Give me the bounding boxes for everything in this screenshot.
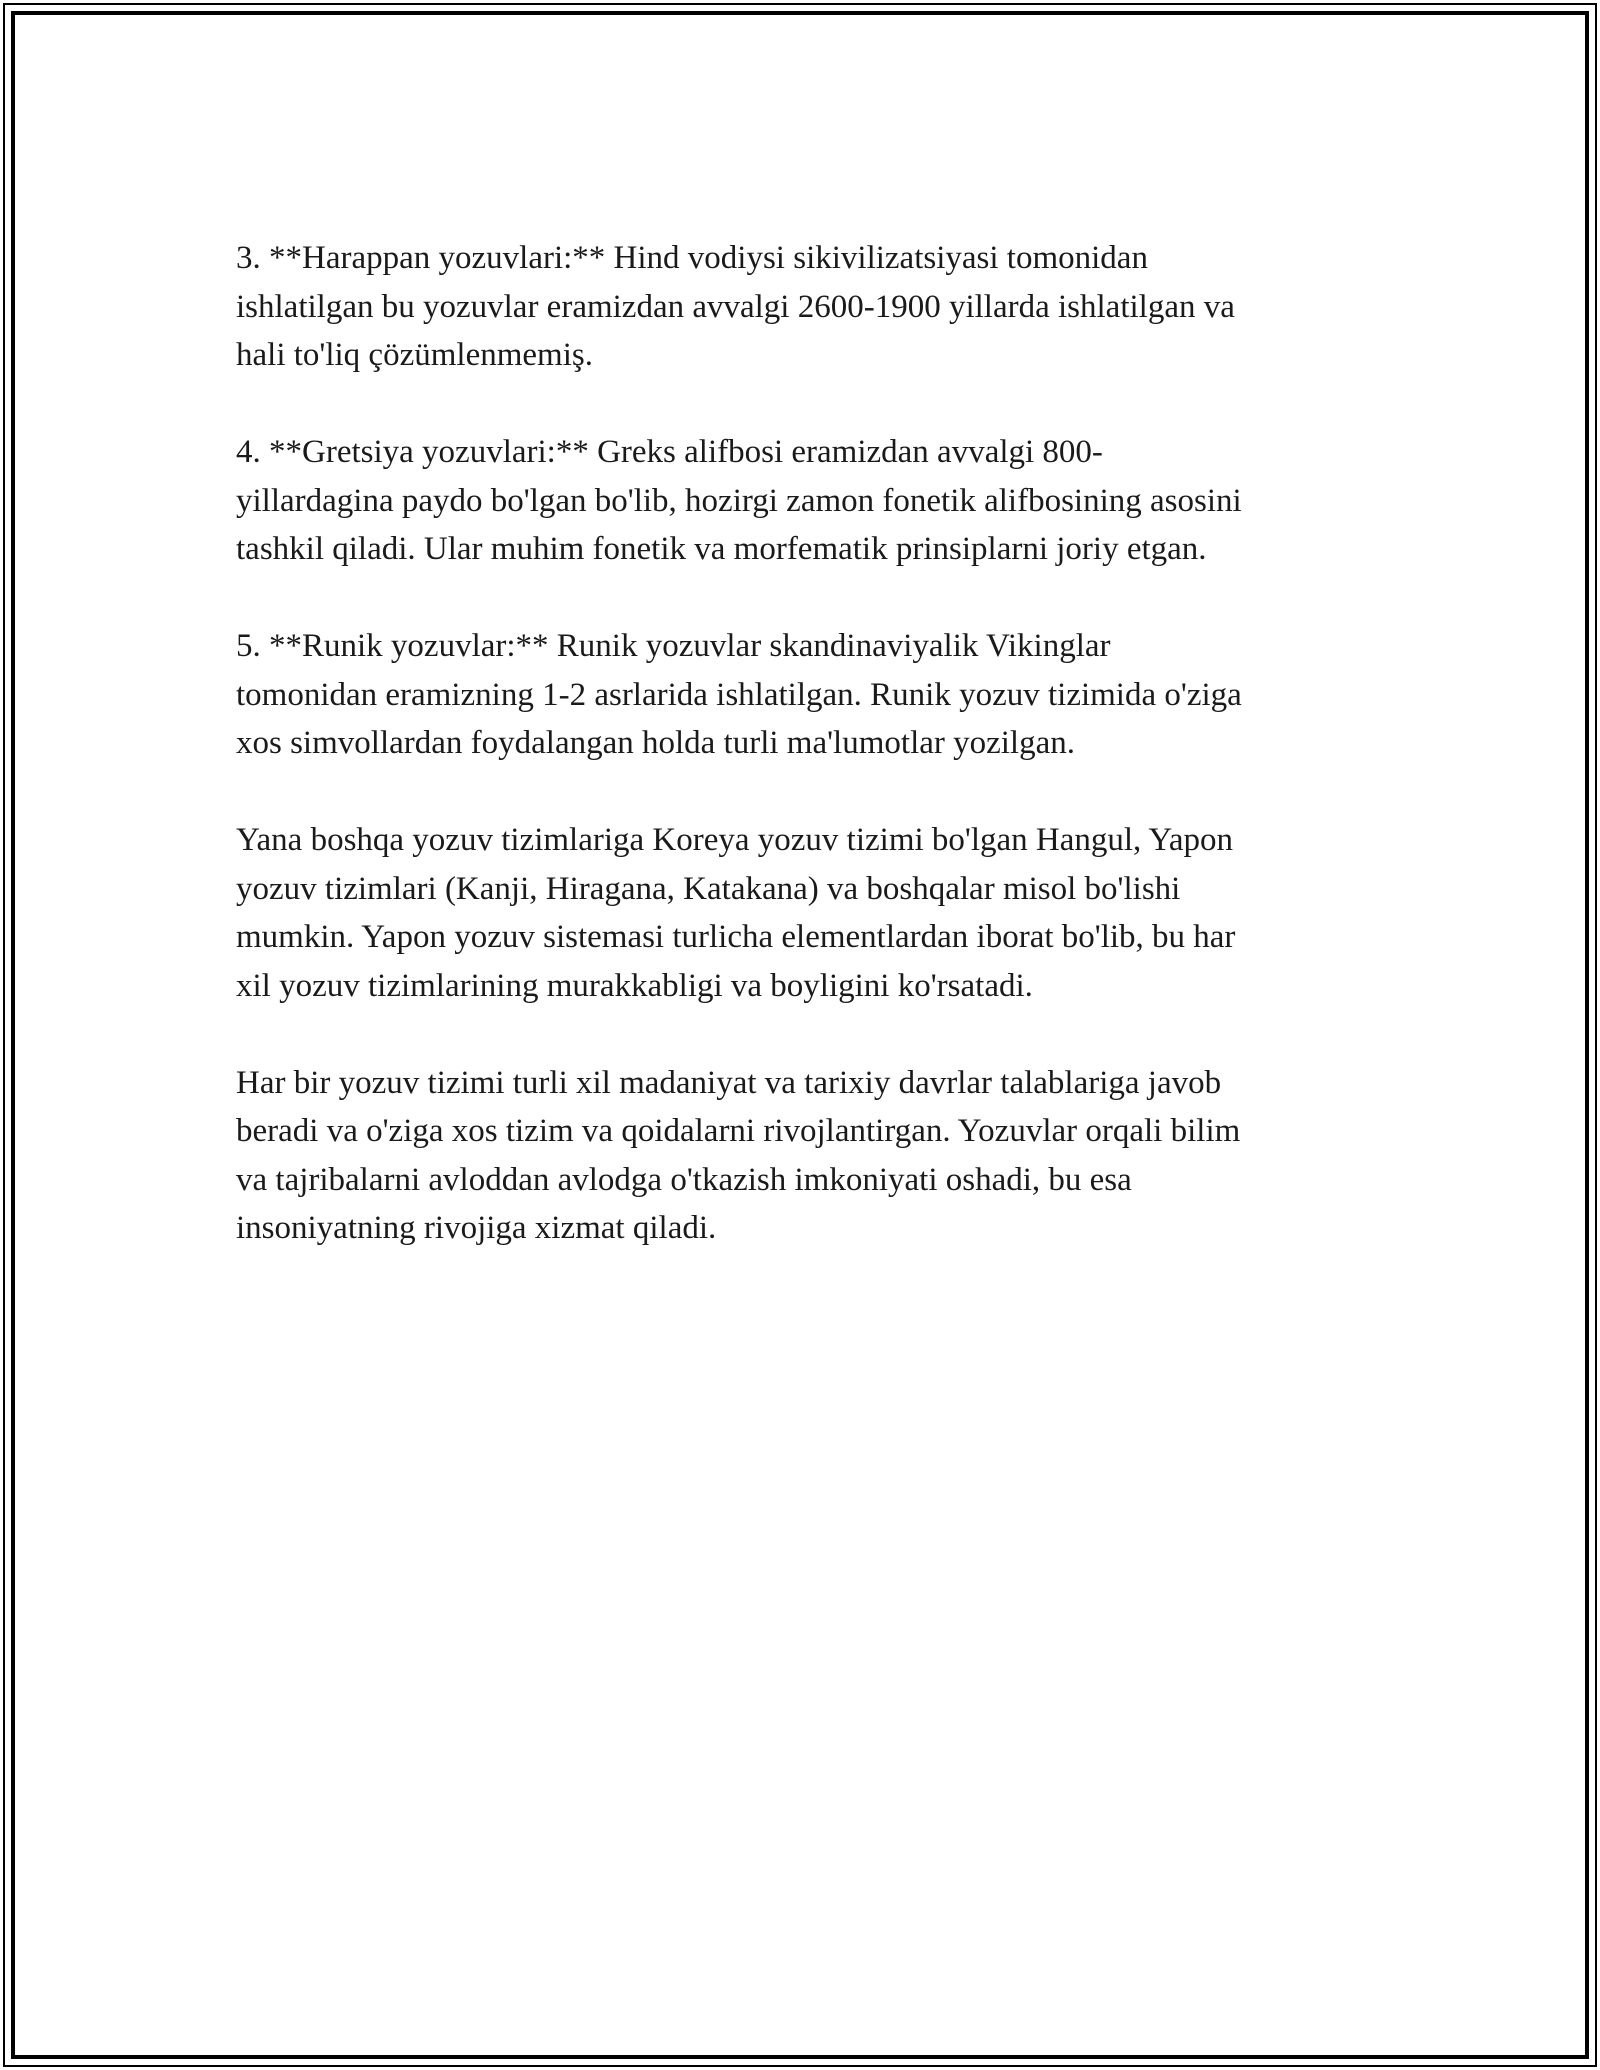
- text-line: yozuv tizimlari (Kanji, Hiragana, Katakana) va boshqalar misol bo'lishi: [236, 870, 1181, 907]
- paragraph-harappan-scripts: [236, 234, 1376, 380]
- text-line: yillardagina paydo bo'lgan bo'lib, hozirgi zamon fonetik alifbosining asosini: [236, 482, 1242, 519]
- text-line: hali to'liq çözümlenmemiş.: [236, 337, 593, 373]
- text-line: xos simvollardan foydalangan holda turli ma'lumotlar yozilgan.: [236, 725, 1076, 761]
- text-line: beradi va o'ziga xos tizim va qoidalarni rivojlantirgan. Yozuvlar orqali bilim: [236, 1113, 1241, 1149]
- paragraph-conclusion: [236, 1059, 1376, 1253]
- text-line: va tajribalarni avloddan avlodga o'tkazish imkoniyati oshadi, bu esa: [236, 1161, 1132, 1198]
- text-line: tomonidan eramizning 1-2 asrlarida ishlatilgan. Runik yozuv tizimida o'ziga: [236, 676, 1242, 713]
- text-line: Yana boshqa yozuv tizimlariga Koreya yozuv tizimi bo'lgan Hangul, Yapon: [236, 822, 1234, 858]
- text-line: 3. **Harappan yozuvlari:** Hind vodiysi sikivilizatsiyasi tomonidan: [236, 240, 1148, 276]
- text-line: 4. **Gretsiya yozuvlari:** Greks alifbosi eramizdan avvalgi 800-: [236, 434, 1103, 470]
- paragraph-runic-scripts: [236, 622, 1376, 768]
- text-line: Har bir yozuv tizimi turli xil madaniyat va tarixiy davrlar talablariga javob: [236, 1064, 1222, 1101]
- document-body: [236, 234, 1376, 1301]
- text-line: mumkin. Yapon yozuv sistemasi turlicha elementlardan iborat bo'lib, bu har: [236, 919, 1236, 955]
- text-line: tashkil qiladi. Ular muhim fonetik va morfematik prinsiplarni joriy etgan.: [236, 531, 1207, 567]
- paragraph-greek-scripts: [236, 428, 1376, 574]
- text-line: xil yozuv tizimlarining murakkabligi va boyligini ko'rsatadi.: [236, 967, 1033, 1004]
- text-line: 5. **Runik yozuvlar:** Runik yozuvlar skandinaviyalik Vikinglar: [236, 628, 1111, 664]
- text-line: insoniyatning rivojiga xizmat qiladi.: [236, 1210, 717, 1246]
- paragraph-other-writing-systems: [236, 816, 1376, 1010]
- text-line: ishlatilgan bu yozuvlar eramizdan avvalgi 2600-1900 yillarda ishlatilgan va: [236, 288, 1235, 325]
